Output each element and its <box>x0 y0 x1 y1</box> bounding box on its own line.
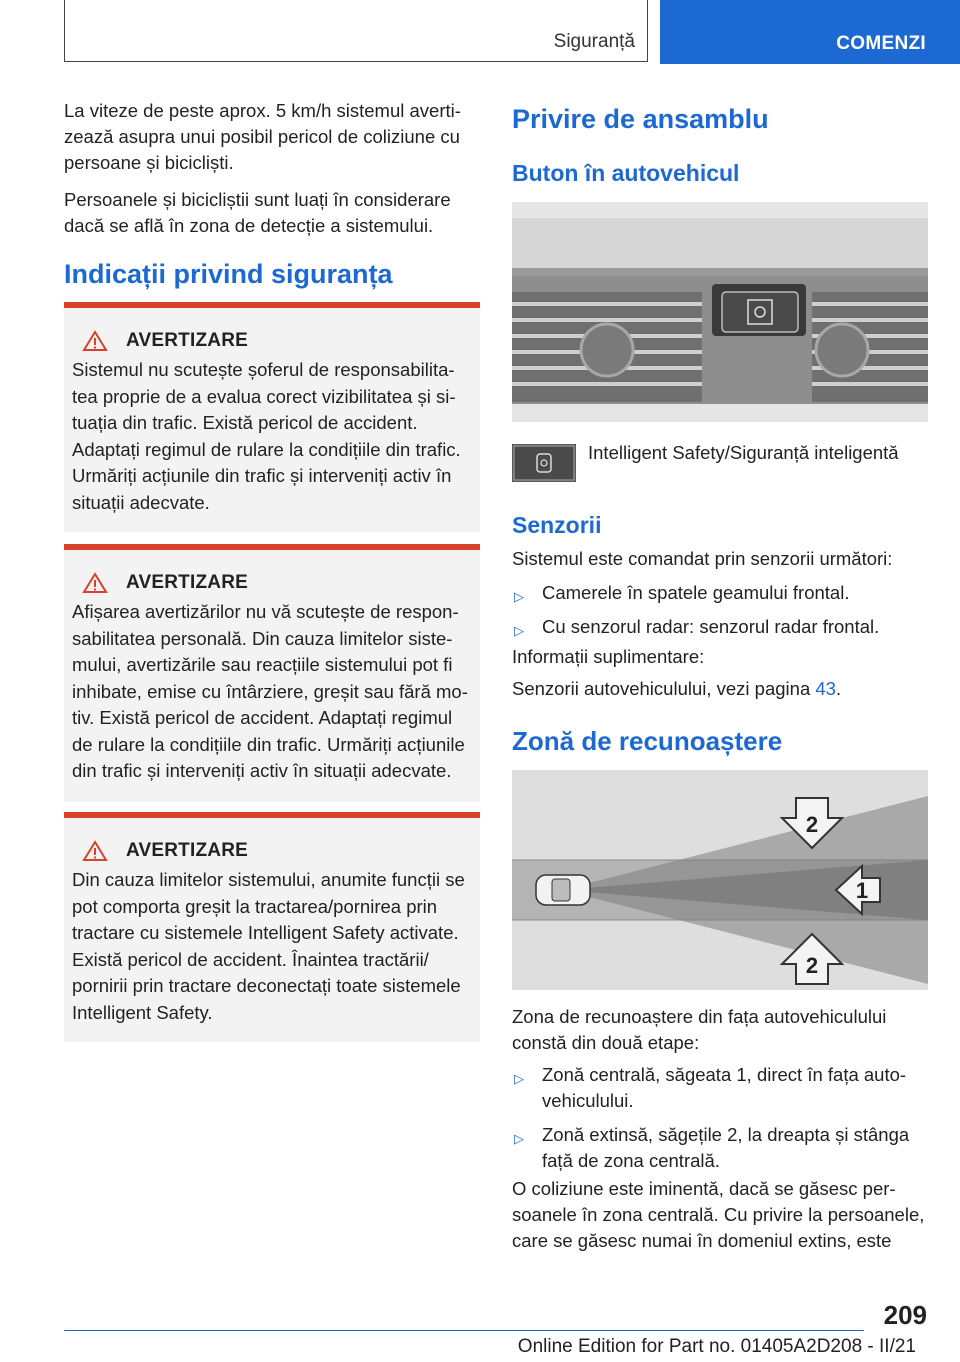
left-column <box>64 98 482 290</box>
page-number: 209 <box>883 1300 927 1330</box>
warning-box-3 <box>64 812 480 1042</box>
triangle-bullet-icon: ▷ <box>514 1071 524 1086</box>
warning-title: AVERTIZARE <box>126 330 248 351</box>
footer-rule <box>64 1330 864 1331</box>
button-caption: Intelligent Safety/Siguranță inteligentă <box>588 442 899 463</box>
edition-note: Online Edition for Part no. 01405A2D208 - II/21 <box>517 1336 916 1357</box>
button-heading: Buton în autovehicul <box>512 160 740 186</box>
warning-text: Sistemul nu scutește șoferul de responsabilitatea proprie de a evalua corect vizibilitatea și situația din trafic. Există pericol de accident. Adaptați regimul de rulare la condițiile din trafic. Urmăriți acțiunile din trafic și interveniți activ în situații adecvate. <box>72 359 461 513</box>
warning-triangle-icon <box>82 572 108 594</box>
sensors-intro: Sistemul este comandat prin senzorii următori: <box>512 548 893 569</box>
triangle-bullet-icon: ▷ <box>514 589 524 604</box>
detection-zone-diagram <box>512 770 928 990</box>
warning-box-1 <box>64 302 480 532</box>
intro-paragraph-2: Persoanele și bicicliștii sunt luați în considerare dacă se află în zona de detecție a sistemului. <box>64 189 451 236</box>
header-chapter-tab[interactable] <box>660 0 960 64</box>
triangle-bullet-icon: ▷ <box>514 1131 524 1146</box>
list-item: ▷ Camerele în spatele geamului frontal. <box>512 580 930 606</box>
warning-box-2 <box>64 544 480 802</box>
intro-paragraph-1: La viteze de peste aprox. 5 km/h sistemul avertizează asupra unui posibil pericol de coliziune cu persoane și bicicliști. <box>64 100 461 173</box>
list-item: ▷ Zonă centrală, săgeata 1, direct în fața autovehiculului. <box>514 1064 907 1111</box>
overview-heading: Privire de ansamblu <box>512 104 769 134</box>
triangle-bullet-icon: ▷ <box>514 623 524 638</box>
sensor-list <box>512 580 930 648</box>
warning-text: Afișarea avertizărilor nu vă scutește de responsabilitatea personală. Din cauza limitelor sistemului, avertizările sau reacțiile sistemului pot fi inhibate, emise cu întârziere, greșit sau fără motiv. Există pericol de accident. Adaptați regimul de rulare la condițiile din trafic. Urmăriți acțiunile din trafic și interveniți activ în situații adecvate. <box>72 601 468 781</box>
detection-zone-heading: Zonă de recunoaștere <box>512 726 783 756</box>
list-item: ▷ Zonă extinsă, săgețile 2, la dreapta și stânga față de zona centrală. <box>514 1124 910 1171</box>
warning-text: Din cauza limitelor sistemului, anumite funcții se pot comporta greșit la tractarea/pornirea prin tractare cu sistemele Intelligent Safety activate. Există pericol de accident. Înaintea tractării/ pornirii prin tractare deconectați toate sistemele Intelligent Safety. <box>72 869 465 1023</box>
closing-paragraph: O coliziune este iminentă, dacă se găsesc persoanele în zona centrală. Cu privire la persoanele, care se găsesc numai în domeniul extins, este <box>512 1178 925 1251</box>
header-chapter-label: COMENZI <box>836 33 926 54</box>
dashboard-button-photo <box>512 202 928 422</box>
header-section-title: Siguranță <box>553 31 635 52</box>
header-section-box <box>64 0 648 62</box>
page-link-43[interactable]: 43 <box>815 678 836 699</box>
zone-list <box>512 1062 930 1182</box>
arrow-label-bottom: 2 <box>805 953 819 978</box>
info-reference: Senzorii autovehiculului, vezi pagina 43. <box>512 678 842 699</box>
warning-triangle-icon <box>82 840 108 862</box>
list-item: ▷ Cu senzorul radar: senzorul radar frontal. <box>512 614 930 640</box>
warning-title: AVERTIZARE <box>126 840 248 861</box>
warning-title: AVERTIZARE <box>126 572 248 593</box>
warning-triangle-icon <box>82 330 108 352</box>
arrow-label-center: 1 <box>855 878 869 903</box>
info-label: Informații suplimentare: <box>512 646 705 667</box>
safety-heading: Indicații privind siguranța <box>64 259 393 289</box>
zone-intro: Zona de recunoaștere din fața autovehiculului constă din două etape: <box>512 1006 887 1053</box>
intelligent-safety-button-icon <box>512 444 576 482</box>
arrow-label-top: 2 <box>805 812 819 837</box>
sensors-heading: Senzorii <box>512 512 602 538</box>
